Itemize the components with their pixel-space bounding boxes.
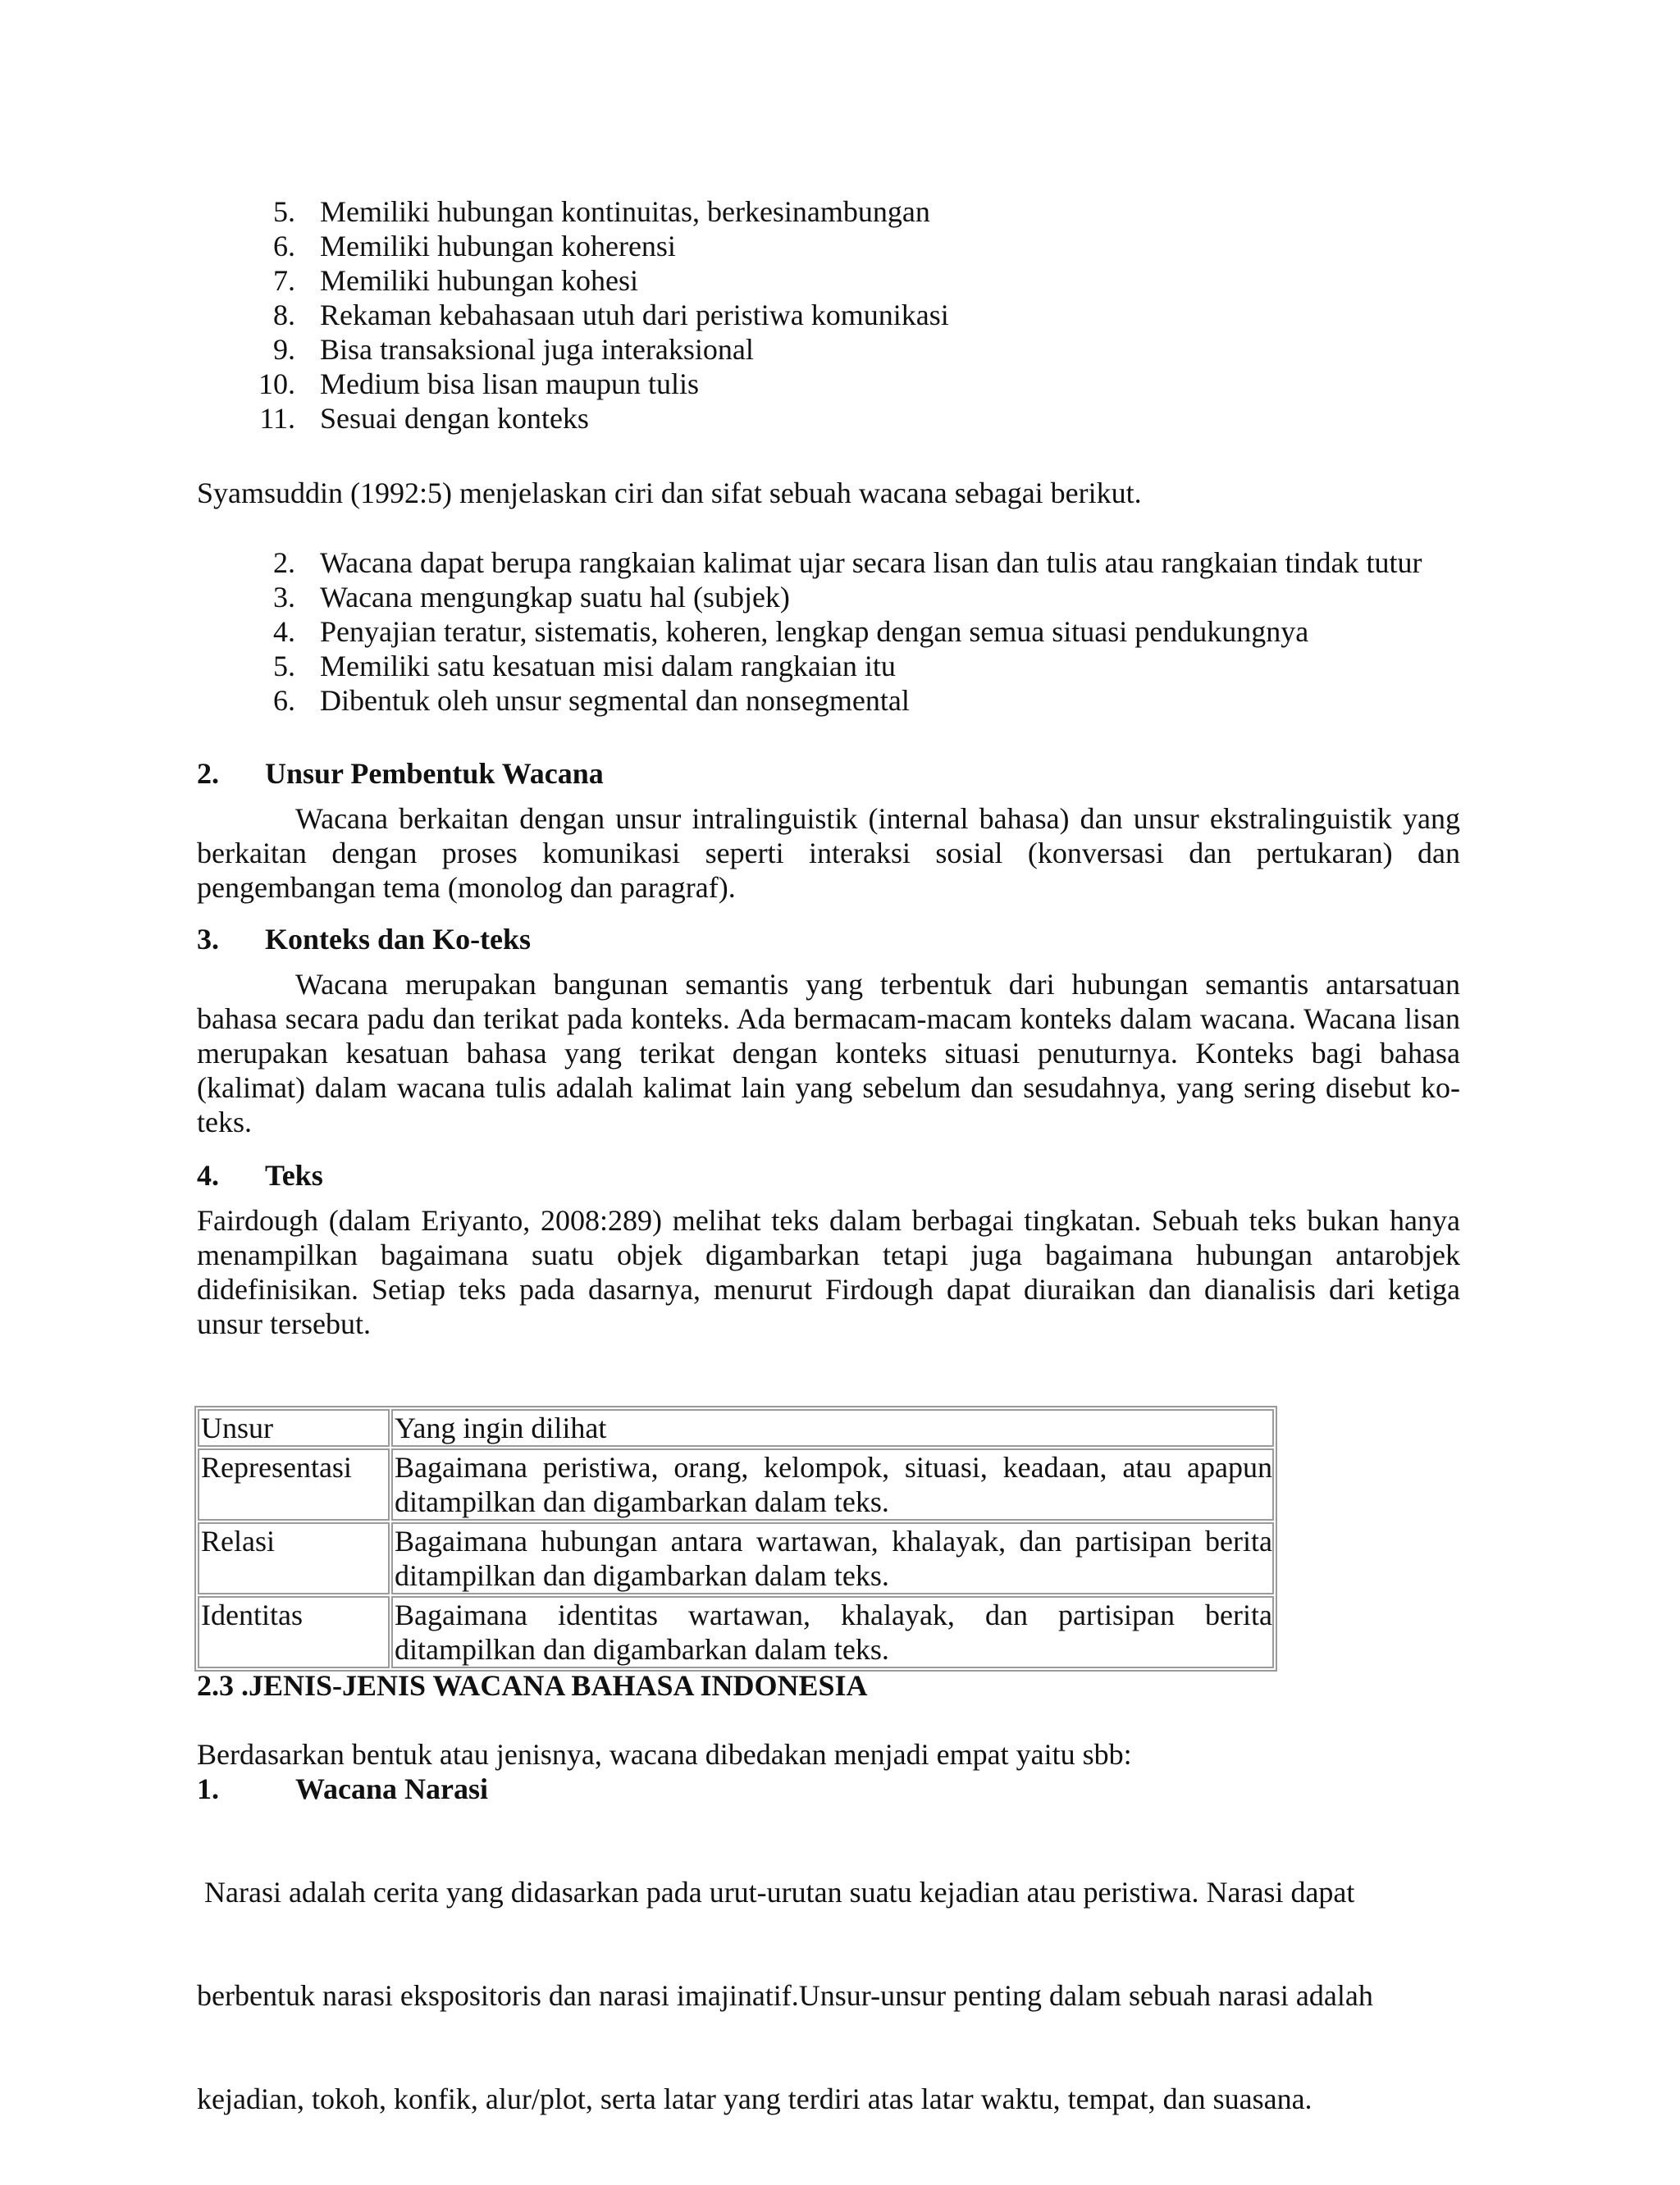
section-4-heading [197, 1158, 1460, 1193]
list-item-text: Memiliki satu kesatuan misi dalam rangkaian itu [320, 650, 896, 682]
section-3 [197, 922, 1460, 1139]
section-4-body: Fairdough (dalam Eriyanto, 2008:289) melihat teks dalam berbagai tingkatan. Sebuah teks bukan hanya menampilkan bagaimana suatu objek digambarkan tetapi juga bagaimana hubungan antarobjek didefinisikan. Setiap teks pada dasarnya, menurut Firdough dapat diuraikan dan dianalisis dari ketiga unsur tersebut. [197, 1204, 1460, 1340]
section-2-number: 2. [197, 757, 219, 790]
list-item [221, 683, 1452, 718]
section-2-3 [197, 1668, 1460, 1703]
list-item-number: 2. [273, 546, 295, 579]
section-2-title: Unsur Pembentuk Wacana [265, 757, 604, 790]
list-item-number: 11. [259, 402, 295, 435]
list-item-text: Sesuai dengan konteks [320, 402, 589, 435]
table-cell-description: Bagaimana identitas wartawan, khalayak, dan partisipan berita ditampilkan dan digambarkan dalam teks. [391, 1596, 1274, 1668]
list-item-text: Medium bisa lisan maupun tulis [320, 367, 699, 400]
table-row [198, 1448, 1274, 1521]
section-4 [197, 1158, 1460, 1341]
table-cell-unsur: Relasi [198, 1522, 390, 1594]
list-item [221, 367, 1452, 401]
list-item-number: 8. [273, 299, 295, 331]
list-item [221, 298, 1452, 332]
list-item-text: Dibentuk oleh unsur segmental dan nonsegmental [320, 684, 910, 717]
table-cell-unsur: Representasi [198, 1448, 390, 1521]
table-header-yang-ingin-dilihat: Yang ingin dilihat [391, 1409, 1274, 1447]
list-item [221, 649, 1452, 683]
list-item-number: 4. [273, 615, 295, 648]
narasi-line: berbentuk narasi ekspositoris dan narasi imajinatif.Unsur-unsur penting dalam sebuah narasi adalah [197, 1979, 1373, 2012]
section-3-title: Konteks dan Ko-teks [265, 923, 532, 956]
list-item-number: 9. [273, 333, 295, 366]
list-item-number: 6. [273, 230, 295, 262]
list-item-text: Memiliki hubungan koherensi [320, 230, 676, 262]
narasi-line: Narasi adalah cerita yang didasarkan pada urut-urutan suatu kejadian atau peristiwa. Narasi dapat [197, 1876, 1355, 1909]
section-2-3-title: 2.3 .JENIS-JENIS WACANA BAHASA INDONESIA [197, 1669, 868, 1702]
list-item [221, 545, 1452, 580]
table-cell-description: Bagaimana hubungan antara wartawan, khalayak, dan partisipan berita ditampilkan dan digambarkan dalam teks. [391, 1522, 1274, 1594]
section-3-heading [197, 922, 1460, 956]
narasi-line: kejadian, tokoh, konfik, alur/plot, serta latar yang terdiri atas latar waktu, tempat, dan suasana. [197, 2082, 1312, 2115]
list-item-text: Bisa transaksional juga interaksional [320, 333, 754, 366]
section-2-3-intro: Berdasarkan bentuk atau jenisnya, wacana dibedakan menjadi empat yaitu sbb: [197, 1738, 1132, 1771]
list-item-text: Wacana dapat berupa rangkaian kalimat ujar secara lisan dan tulis atau rangkaian tindak tutur [320, 546, 1422, 579]
list-item [221, 580, 1452, 614]
list-item [221, 229, 1452, 263]
syamsuddin-intro-text: Syamsuddin (1992:5) menjelaskan ciri dan sifat sebuah wacana sebagai berikut. [197, 477, 1142, 509]
list-item [221, 194, 1452, 229]
list-item-number: 10. [258, 367, 295, 400]
list-item-number: 3. [273, 581, 295, 614]
table-header-row [198, 1409, 1274, 1447]
section-2-body: Wacana berkaitan dengan unsur intralinguistik (internal bahasa) dan unsur ekstralinguistik yang berkaitan dengan proses komunikasi seperti interaksi sosial (konversasi dan pertukaran) dan pengembangan tema (monolog dan paragraf). [197, 802, 1460, 904]
list-item [221, 401, 1452, 436]
table-row [198, 1596, 1274, 1668]
unsur-table [194, 1406, 1277, 1672]
section-2-3-content [197, 1737, 1460, 2185]
list-item-text: Rekaman kebahasaan utuh dari peristiwa komunikasi [320, 299, 949, 331]
list-item-number: 5. [273, 650, 295, 682]
list-item [221, 614, 1452, 649]
syamsuddin-intro [197, 476, 1460, 510]
wacana-narasi-number: 1. [197, 1772, 219, 1805]
list-item-text: Wacana mengungkap suatu hal (subjek) [320, 581, 790, 614]
wacana-narasi-title: Wacana Narasi [295, 1772, 489, 1805]
list-item-text: Penyajian teratur, sistematis, koheren, lengkap dengan semua situasi pendukungnya [320, 615, 1309, 648]
list-item-number: 5. [273, 195, 295, 228]
table-cell-unsur: Identitas [198, 1596, 390, 1668]
section-2-heading [197, 756, 1460, 791]
table-cell-description: Bagaimana peristiwa, orang, kelompok, situasi, keadaan, atau apapun ditampilkan dan digambarkan dalam teks. [391, 1448, 1274, 1521]
list-item-text: Memiliki hubungan kontinuitas, berkesinambungan [320, 195, 930, 228]
list-item [221, 332, 1452, 367]
table-header-unsur: Unsur [198, 1409, 390, 1447]
table-row [198, 1522, 1274, 1594]
list-item-number: 7. [273, 264, 295, 297]
wacana-narasi-body [197, 1806, 1460, 2185]
section-2 [197, 756, 1460, 905]
section-4-number: 4. [197, 1159, 219, 1192]
characteristics-list [221, 194, 1452, 436]
section-4-title: Teks [265, 1159, 323, 1192]
syamsuddin-list [221, 545, 1452, 718]
list-item-number: 6. [273, 684, 295, 717]
section-3-number: 3. [197, 923, 219, 956]
list-item [221, 263, 1452, 298]
section-3-body: Wacana merupakan bangunan semantis yang terbentuk dari hubungan semantis antarsatuan bahasa secara padu dan terikat pada konteks. Ada bermacam-macam konteks dalam wacana. Wacana lisan merupakan kesatuan bahasa yang terikat dengan konteks situasi penuturnya. Konteks bagi bahasa (kalimat) dalam wacana tulis adalah kalimat lain yang sebelum dan sesudahnya, yang sering disebut ko-teks. [197, 968, 1460, 1138]
wacana-narasi-heading [197, 1772, 1460, 1806]
list-item-text: Memiliki hubungan kohesi [320, 264, 638, 297]
